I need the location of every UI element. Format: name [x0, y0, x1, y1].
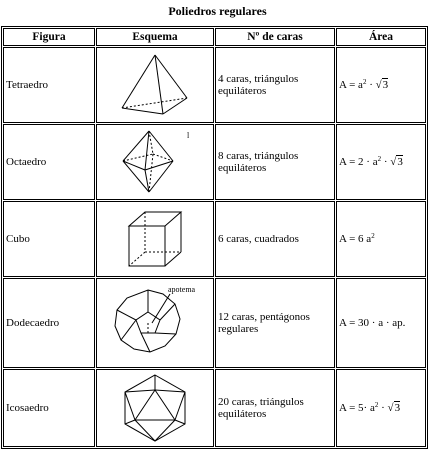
octahedron-diagram	[96, 124, 214, 200]
header-figura: Figura	[3, 28, 95, 46]
tetrahedron-diagram	[96, 47, 214, 123]
area-formula: A = 30 · a · ap.	[336, 278, 426, 368]
table-row	[3, 47, 426, 123]
figure-name: Dodecaedro	[3, 278, 95, 368]
figure-name: Tetraedro	[3, 47, 95, 123]
square-root: √3	[387, 402, 401, 414]
figure-name: Octaedro	[3, 124, 95, 200]
faces-description: 8 caras, triángulos equiláteros	[215, 124, 335, 200]
faces-description: 20 caras, triángulos equiláteros	[215, 369, 335, 447]
area-formula: $A = 5\cdot a^2 \cdot √3$	[336, 369, 426, 447]
square-root: √3	[375, 79, 389, 91]
header-caras: Nº de caras	[215, 28, 335, 46]
area-formula: A = 6 $a^2$	[336, 201, 426, 277]
table-row	[3, 278, 426, 368]
area-formula: $A = a^2 \cdot √3$	[336, 47, 426, 123]
figure-name: Icosaedro	[3, 369, 95, 447]
header-area: Área	[336, 28, 426, 46]
faces-description: 12 caras, pentágonos regulares	[215, 278, 335, 368]
table-row	[3, 201, 426, 277]
cube-diagram	[96, 201, 214, 277]
square-root: √3	[390, 156, 403, 168]
apotema-label: apotema	[168, 285, 196, 294]
faces-description: 6 caras, cuadrados	[215, 201, 335, 277]
table-row	[3, 124, 426, 200]
edge-mark-label: l	[187, 131, 190, 140]
faces-description: 4 caras, triángulos equiláteros	[215, 47, 335, 123]
dodecahedron-diagram	[96, 278, 214, 368]
header-row	[3, 28, 426, 46]
icosahedron-diagram	[96, 369, 214, 447]
header-esquema: Esquema	[96, 28, 214, 46]
area-formula: $A = 2 \cdot a^2 \cdot √3$	[336, 124, 426, 200]
page-title: Poliedros regulares	[168, 4, 267, 18]
polyhedra-table	[1, 26, 428, 449]
table-row	[3, 369, 426, 447]
figure-name: Cubo	[3, 201, 95, 277]
